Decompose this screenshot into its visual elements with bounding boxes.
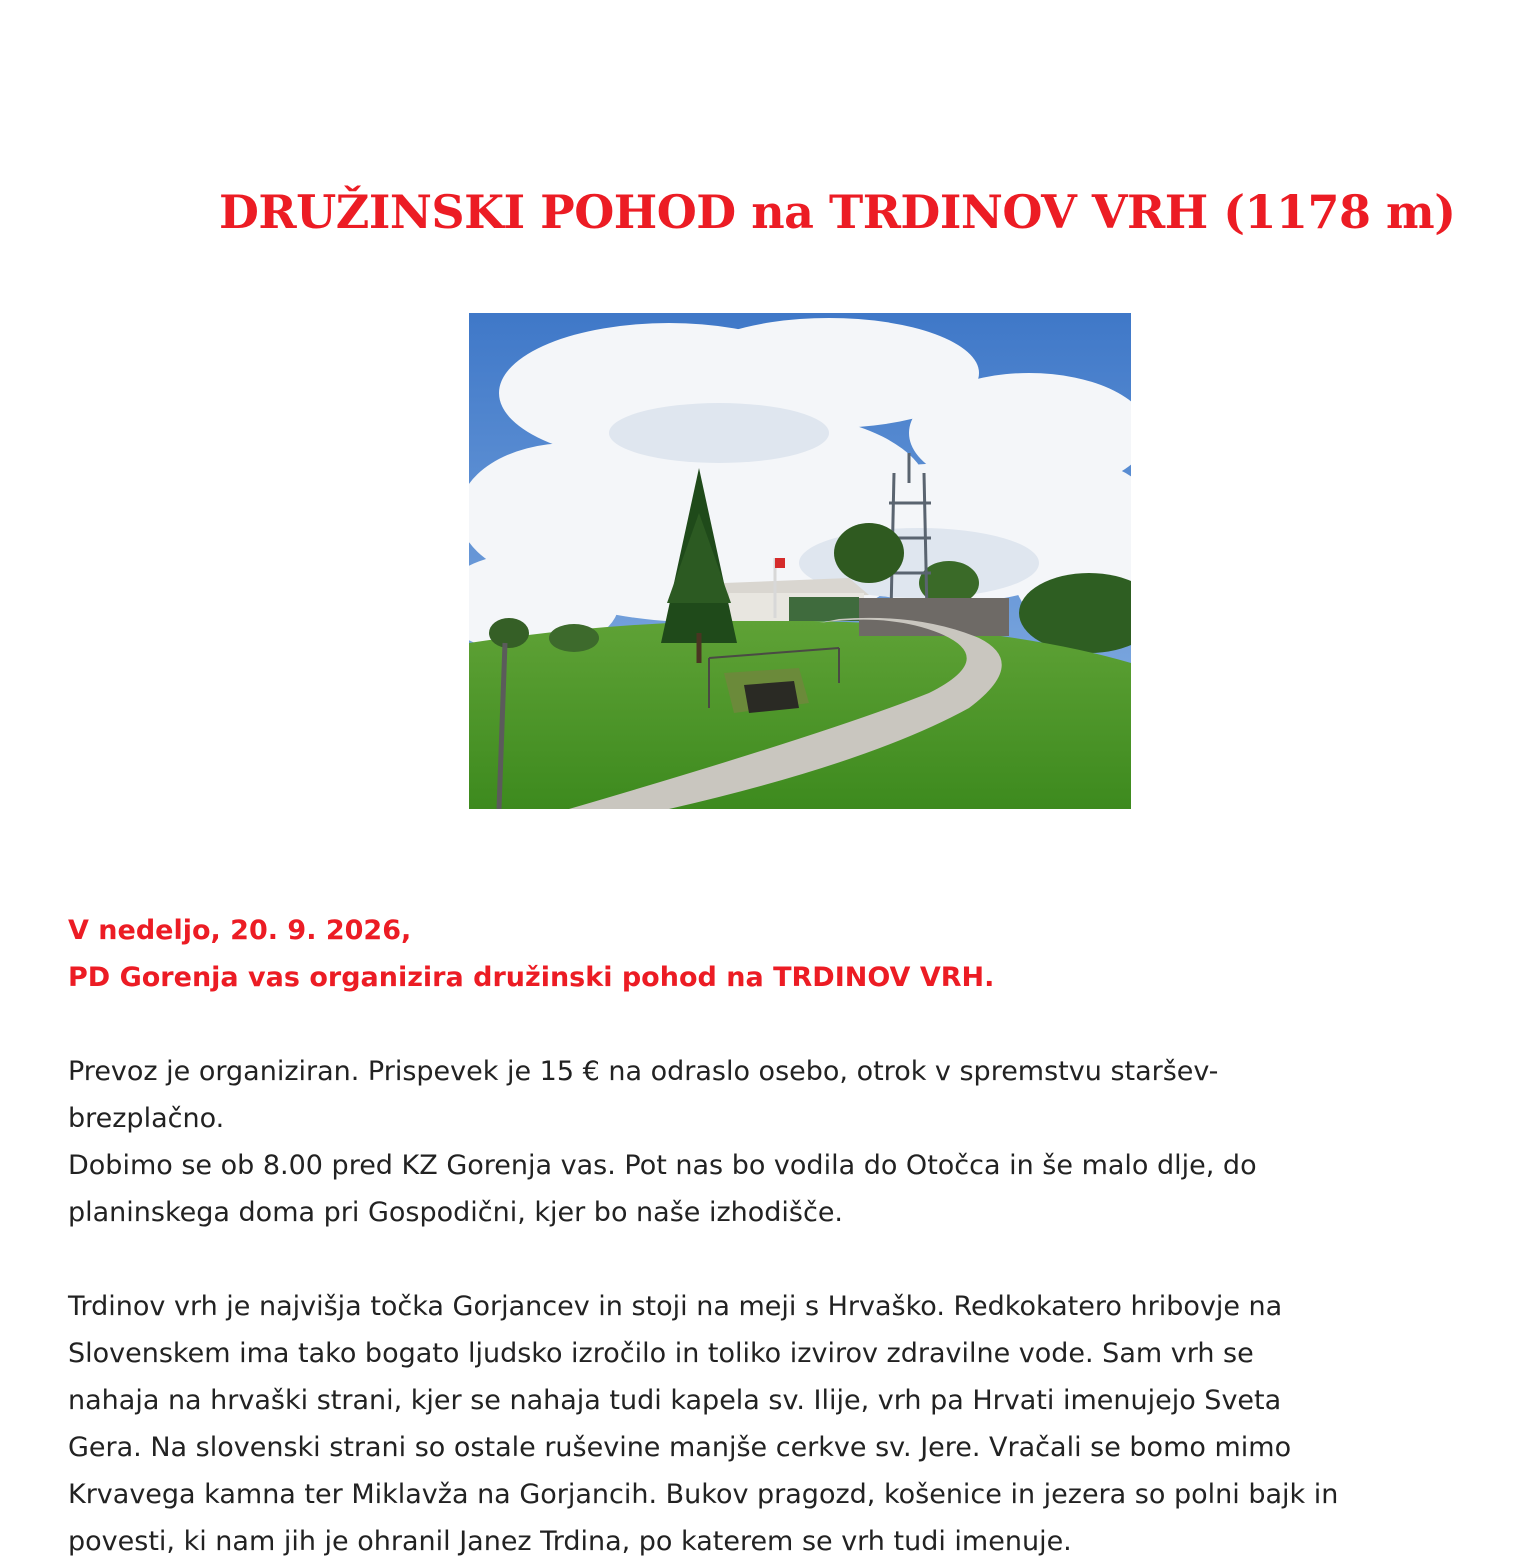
description-paragraph <box>68 1283 1508 1565</box>
paragraph-line: Prevoz je organiziran. Prispevek je 15 € na odraslo osebo, otrok v spremstvu staršev- <box>68 1056 1219 1087</box>
paragraph-line: Slovenskem ima tako bogato ljudsko izročilo in toliko izvirov zdravilne vode. Sam vrh se <box>68 1338 1254 1369</box>
paragraph-line: povesti, ki nam jih je ohranil Janez Trdina, po katerem se vrh tudi imenuje. <box>68 1526 1072 1557</box>
summit-photo <box>469 313 1131 809</box>
paragraph-line: nahaja na hrvaški strani, kjer se nahaja tudi kapela sv. Ilije, vrh pa Hrvati imenujejo Sveta <box>68 1385 1282 1416</box>
event-date: V nedeljo, 20. 9. 2026, <box>68 915 412 946</box>
transport-paragraph <box>68 1048 1508 1236</box>
paragraph-line: Gera. Na slovenski strani so ostale ruševine manjše cerkve sv. Jere. Vračali se bomo mimo <box>68 1432 1292 1463</box>
paragraph-line: brezplačno. <box>68 1103 225 1134</box>
paragraph-line: planinskega doma pri Gospodični, kjer bo naše izhodišče. <box>68 1197 844 1228</box>
paragraph-line: Krvavega kamna ter Miklavža na Gorjancih. Bukov pragozd, košenice in jezera so polni bajk in <box>68 1479 1339 1510</box>
paragraph-line: Trdinov vrh je najvišja točka Gorjancev in stoji na meji s Hrvaško. Redkokatero hribovje na <box>68 1291 1283 1322</box>
organizer-line: PD Gorenja vas organizira družinski pohod na TRDINOV VRH. <box>68 962 995 993</box>
page-title: DRUŽINSKI POHOD na TRDINOV VRH (1178 m) <box>219 185 1456 239</box>
paragraph-line: Dobimo se ob 8.00 pred KZ Gorenja vas. Pot nas bo vodila do Otočca in še malo dlje, do <box>68 1150 1257 1181</box>
